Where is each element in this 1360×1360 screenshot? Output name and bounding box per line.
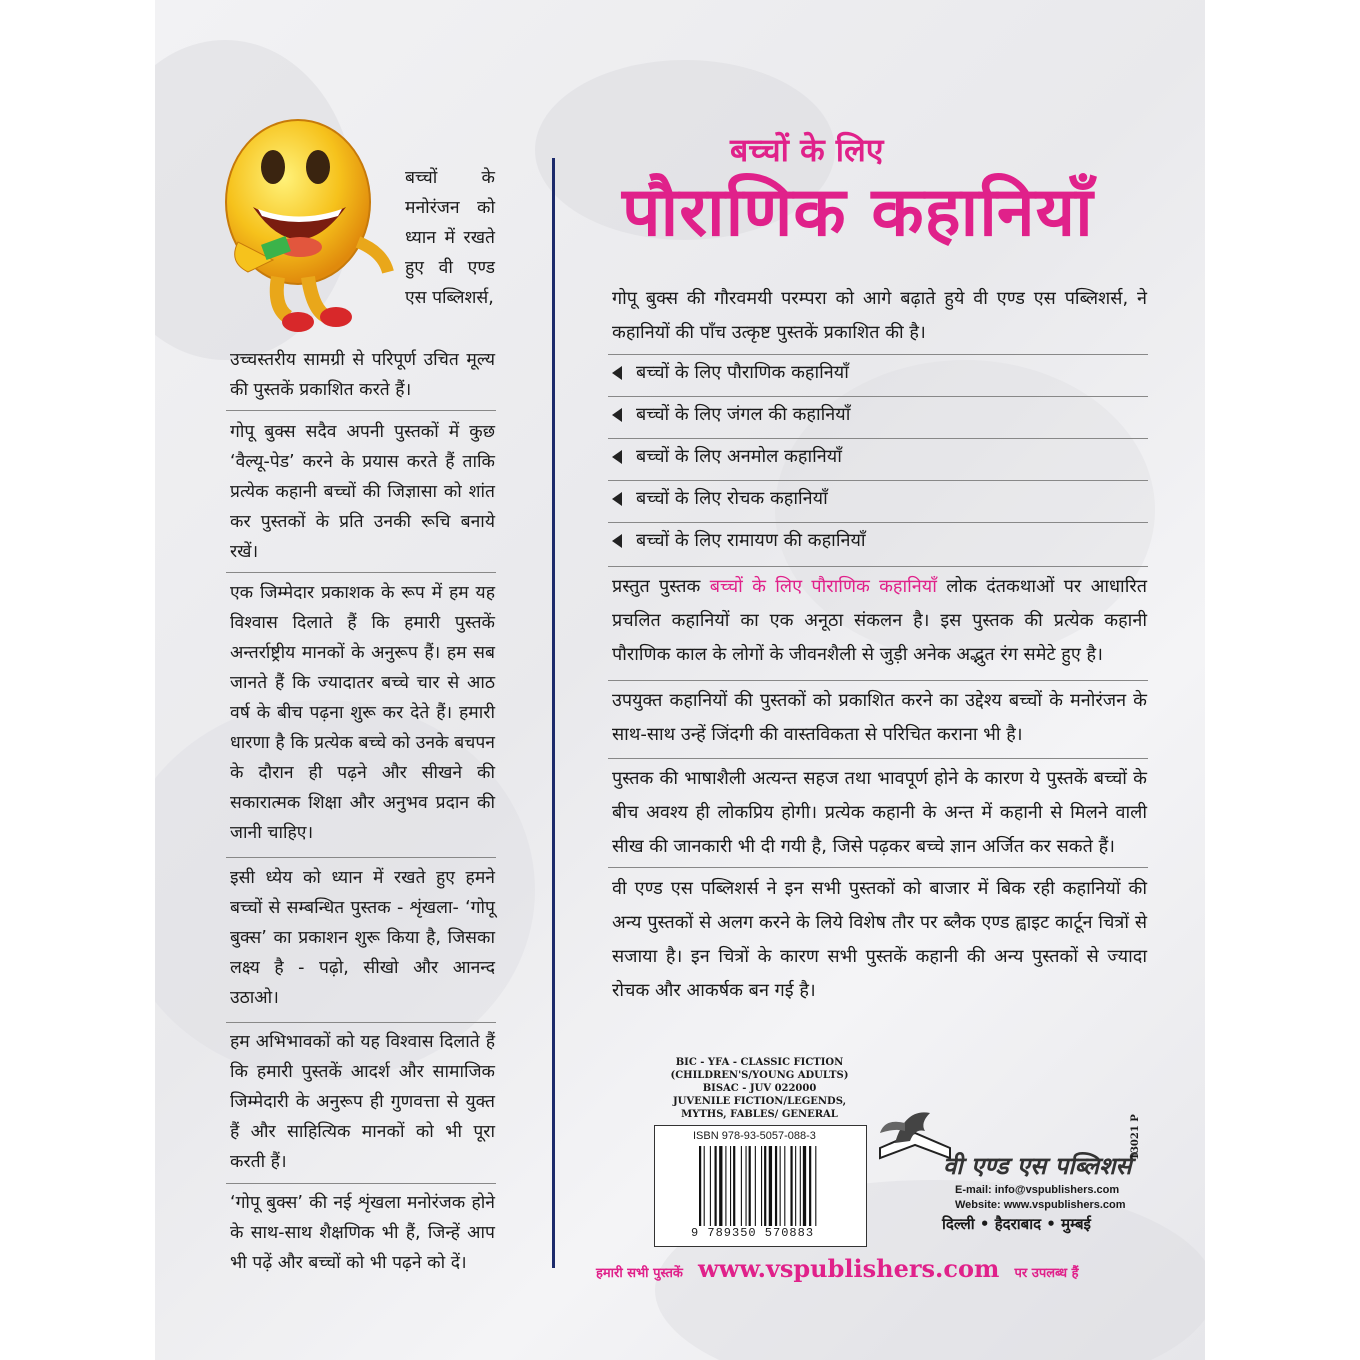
barcode-bar <box>719 1146 722 1226</box>
barcode-bar <box>715 1146 717 1226</box>
bullet-arrow-icon <box>612 450 622 464</box>
separator <box>608 438 1148 439</box>
separator <box>608 566 1148 567</box>
barcode-bar <box>699 1146 701 1226</box>
barcode-bar <box>775 1146 777 1226</box>
left-paragraph-5: हम अभिभावकों को यह विश्वास दिलाते हैं कि हमारी पुस्तकें आदर्श और सामाजिक जिम्मेदारी के अनुरूप ही गुणवत्ता से युक्त हैं और साहित्यिक मानकों को भी पूरा करती हैं। <box>230 1032 495 1172</box>
barcode-bar <box>704 1146 705 1226</box>
left-paragraph-4: इसी ध्येय को ध्यान में रखते हुए हमने बच्चों से सम्बन्धित पुस्तक - शृंखला- ‘गोपू बुक्स’ का प्रकाशन शुरू किया है, जिसका लक्ष्य है - पढ़ो, सीखो और आनन्द उठाओ। <box>230 868 495 1008</box>
bullet-arrow-icon <box>612 366 622 380</box>
separator <box>608 758 1148 759</box>
website-link[interactable]: www.vspublishers.com <box>698 1254 1000 1283</box>
separator <box>226 1022 496 1023</box>
left-intro-wide: उच्चस्तरीय सामग्री से परिपूर्ण उचित मूल्य की पुस्तकें प्रकाशित करते हैं। <box>230 350 495 400</box>
smiley-mascot-icon <box>218 112 398 342</box>
right-paragraph-4: वी एण्ड एस पब्लिशर्स ने इन सभी पुस्तकों को बाजार में बिक रही कहानियों की अन्य पुस्तकों से अलग करने के लिये विशेष तौर पर ब्लैक एण्ड ह्वाइट कार्टून चित्रों से सजाया है। इन चित्रों के कारण सभी पुस्तकें कहानी की अन्य पुस्तकों से ज्यादा रोचक और आकर्षक बन गई है। <box>612 878 1147 1001</box>
separator <box>226 572 496 573</box>
footer-line: हमारी सभी पुस्तकें www.vspublishers.com पर उपलब्ध हैं <box>596 1254 1079 1283</box>
barcode-bar <box>780 1146 781 1226</box>
publisher-contact <box>955 1183 1126 1213</box>
publisher-cities: दिल्ली • हैदराबाद • मुम्बई <box>942 1215 1091 1233</box>
barcode-bar <box>815 1146 816 1226</box>
website: Website: www.vspublishers.com <box>955 1199 1126 1211</box>
separator <box>608 396 1148 397</box>
barcode-bar <box>790 1146 792 1226</box>
left-paragraph-6: ‘गोपू बुक्स’ की नई शृंखला मनोरंजक होने के साथ-साथ शैक्षणिक भी हैं, जिन्हें आप भी पढ़ें और बच्चों को भी पढ़ने को दें। <box>230 1193 495 1273</box>
isbn-label: ISBN 978-93-5057-088-3 <box>693 1130 816 1142</box>
classification-block: BIC - YFA - CLASSIC FICTION (CHILDREN'S/YOUNG ADULTS) BISAC - JUV 022000 JUVENILE FICTION/LEGENDS, MYTHS, FABLES/ GENERAL <box>670 1057 849 1120</box>
left-paragraph-2: गोपू बुक्स सदैव अपनी पुस्तकों में कुछ ‘वैल्यू-पेड’ करने के प्रयास करते हैं ताकि प्रत्येक कहानी बच्चों की जिज्ञासा को शांत कर पुस्तकों के प्रति उनकी रूचि बनाये रखें। <box>230 422 495 562</box>
right-intro: गोपू बुक्स की गौरवमयी परम्परा को आगे बढ़ाते हुये वी एण्ड एस पब्लिशर्स, ने कहानियों की पाँच उत्कृष्ट पुस्तकें प्रकाशित की है। <box>612 288 1147 343</box>
column-divider <box>552 158 555 1268</box>
right-paragraph-3: पुस्तक की भाषाशैली अत्यन्त सहज तथा भावपूर्ण होने के कारण ये पुस्तकें बच्चों के बीच अवश्य ही लोकप्रिय होगी। प्रत्येक कहानी के अन्त में कहानी से मिलने वाली सीख की जानकारी भी दी गयी है, जिसे पढ़कर बच्चे ज्ञान अर्जित कर सकते हैं। <box>612 768 1147 857</box>
book-list-item: बच्चों के लिए रामायण की कहानियाँ <box>612 528 866 552</box>
separator <box>608 867 1148 868</box>
barcode-bar <box>800 1146 801 1226</box>
book-list-item: बच्चों के लिए पौराणिक कहानियाँ <box>612 360 849 384</box>
barcode-bar <box>710 1146 711 1226</box>
book-list-item: बच्चों के लिए अनमोल कहानियाँ <box>612 444 842 468</box>
highlighted-title: बच्चों के लिए पौराणिक कहानियाँ <box>709 576 937 597</box>
book-title: पौराणिक कहानियाँ <box>622 173 1094 252</box>
bullet-arrow-icon <box>612 534 622 548</box>
barcode-bar <box>755 1146 756 1226</box>
publisher-logo <box>875 1095 1135 1185</box>
barcode-bar <box>730 1146 731 1226</box>
title-subheading: बच्चों के लिए <box>730 131 884 169</box>
barcode-bar <box>809 1146 811 1226</box>
barcode <box>654 1125 867 1247</box>
bullet-arrow-icon <box>612 492 622 506</box>
barcode-bar <box>795 1146 796 1226</box>
separator <box>226 857 496 858</box>
publisher-name: वी एण्ड एस पब्लिशर्स <box>943 1152 1132 1180</box>
barcode-bar <box>725 1146 726 1226</box>
barcode-bar <box>764 1146 766 1226</box>
email: E-mail: info@vspublishers.com <box>955 1184 1120 1196</box>
book-list-item: बच्चों के लिए जंगल की कहानियाँ <box>612 402 850 426</box>
barcode-bar <box>749 1146 751 1226</box>
barcode-bar <box>746 1146 747 1226</box>
barcode-bar <box>803 1146 806 1226</box>
barcode-bars-icon <box>699 1146 849 1226</box>
barcode-bar <box>761 1146 762 1226</box>
barcode-bar <box>733 1146 735 1226</box>
separator <box>608 480 1148 481</box>
separator <box>226 1183 496 1184</box>
book-list-item: बच्चों के लिए रोचक कहानियाँ <box>612 486 828 510</box>
right-paragraph-1: प्रस्तुत पुस्तक बच्चों के लिए पौराणिक कहानियाँ लोक दंतकथाओं पर आधारित प्रचलित कहानियों का एक अनूठा संकलन है। इस पुस्तक की प्रत्येक कहानी पौराणिक काल के लोगों के जीवनशैली से जुड़ी अनेक अद्भुत रंग समेटे हुए है। <box>612 576 1147 665</box>
bullet-arrow-icon <box>612 408 622 422</box>
separator <box>608 354 1148 355</box>
left-intro-narrow: बच्चों के मनोरंजन को ध्यान में रखते हुए वी एण्ड एस पब्लिशर्स, <box>405 168 495 308</box>
separator <box>608 522 1148 523</box>
separator <box>226 410 496 411</box>
separator <box>608 680 1148 681</box>
barcode-bar <box>741 1146 742 1226</box>
right-paragraph-2: उपयुक्त कहानियों की पुस्तकों को प्रकाशित करने का उद्देश्य बच्चों के मनोरंजन के साथ-साथ उन्हें जिंदगी की वास्तविकता से परिचित कराना भी है। <box>612 690 1147 745</box>
product-code: 13021 P <box>1130 1114 1141 1160</box>
barcode-digits: 9 789350 570883 <box>691 1226 815 1240</box>
barcode-bar <box>769 1146 772 1226</box>
left-paragraph-3: एक जिम्मेदार प्रकाशक के रूप में हम यह विश्वास दिलाते हैं कि हमारी पुस्तकें अन्तर्राष्ट्रीय मानकों के अनुरूप हैं। हम सब जानते हैं कि ज्यादातर बच्चे चार से आठ वर्ष के बीच पढ़ना शुरू कर देते हैं। हमारी धारणा है कि प्रत्येक बच्चे को उनके बचपन के दौरान ही पढ़ने और सीखने की सकारात्मक शिक्षा और अनुभव प्रदान की जानी चाहिए। <box>230 583 495 843</box>
barcode-bar <box>784 1146 785 1226</box>
